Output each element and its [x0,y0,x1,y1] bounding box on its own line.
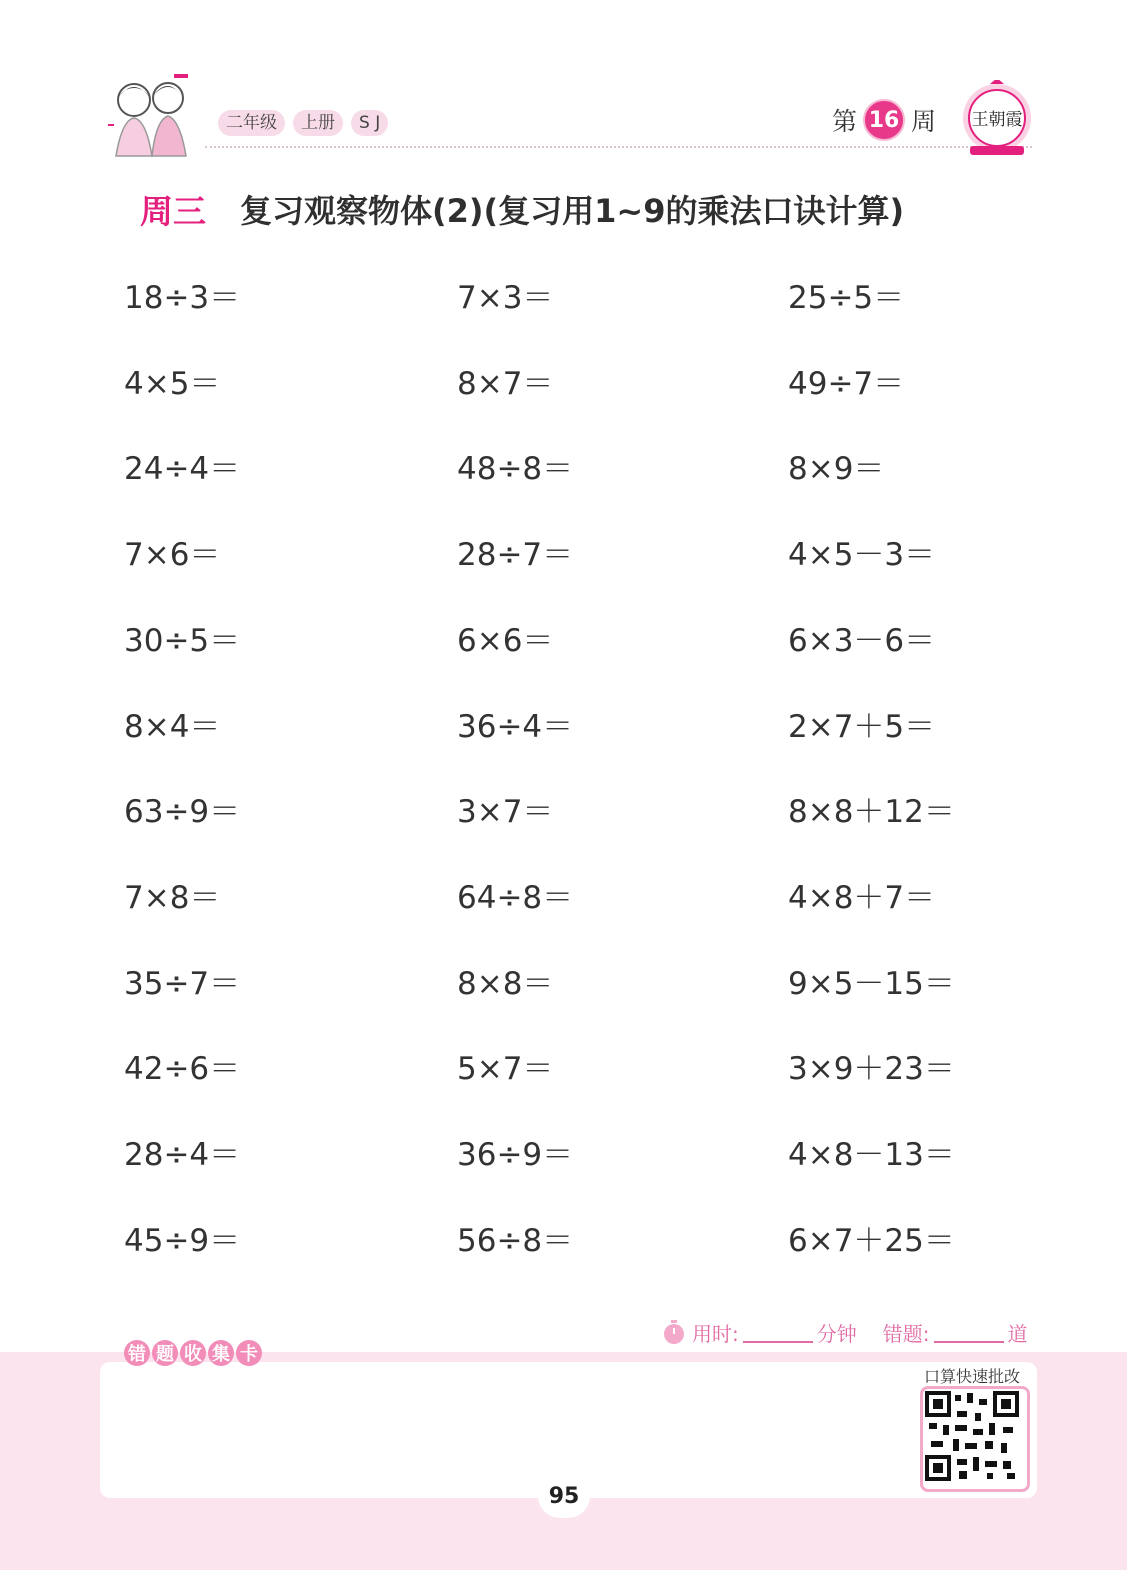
header-divider [205,146,1032,148]
math-problem: 28÷7＝ [457,537,574,573]
card-title-char: 卡 [236,1340,262,1366]
card-title-char: 错 [124,1340,150,1366]
math-problem: 56÷8＝ [457,1223,574,1259]
math-problem: 5×7＝ [457,1051,554,1087]
week-indicator [832,98,936,142]
math-problem: 7×8＝ [124,880,221,916]
math-problem: 36÷4＝ [457,709,574,745]
math-problem: 8×8＋12＝ [788,794,955,830]
qr-code-icon [923,1389,1021,1483]
math-problem: 63÷9＝ [124,794,241,830]
math-problem: 49÷7＝ [788,366,905,402]
math-problem: 45÷9＝ [124,1223,241,1259]
math-problem: 35÷7＝ [124,966,241,1002]
kids-illustration [104,70,204,158]
math-problem: 24÷4＝ [124,451,241,487]
week-suffix: 周 [911,107,937,136]
math-problem: 8×7＝ [457,366,554,402]
errors-unit: 道 [1007,1321,1028,1346]
volume-tag: 上册 [293,110,343,136]
math-problem: 42÷6＝ [124,1051,241,1087]
card-title-char: 题 [152,1340,178,1366]
week-prefix: 第 [832,107,858,136]
mistake-card-title [124,1340,262,1370]
math-problem: 25÷5＝ [788,280,905,316]
errors-label: 错题: [882,1321,930,1346]
math-problem: 48÷8＝ [457,451,574,487]
math-problem: 8×9＝ [788,451,885,487]
math-problem: 2×7＋5＝ [788,709,936,745]
stopwatch-icon [660,1318,688,1346]
grade-tag: 二年级 [218,110,285,136]
math-problem: 4×5＝ [124,366,221,402]
math-problem: 7×6＝ [124,537,221,573]
time-label: 用时: [692,1321,739,1346]
page-title [140,186,904,232]
grade-tags [218,110,388,136]
math-problem: 3×7＝ [457,794,554,830]
math-problem: 30÷5＝ [124,623,241,659]
math-problem: 6×3－6＝ [788,623,936,659]
week-number-badge: 16 [863,99,905,141]
math-problem: 8×4＝ [124,709,221,745]
title-day: 周三 [140,191,206,231]
math-problem: 8×8＝ [457,966,554,1002]
card-title-char: 集 [208,1340,234,1366]
math-problem: 64÷8＝ [457,880,574,916]
math-problem: 6×7＋25＝ [788,1223,955,1259]
time-unit: 分钟 [816,1321,857,1346]
math-problem: 4×8＋7＝ [788,880,936,916]
edition-tag: S J [351,110,388,136]
math-problem: 4×8－13＝ [788,1137,955,1173]
card-title-char: 收 [180,1340,206,1366]
qr-caption: 口算快速批改 [924,1367,1021,1386]
math-problem: 6×6＝ [457,623,554,659]
math-problem: 7×3＝ [457,280,554,316]
math-problem: 28÷4＝ [124,1137,241,1173]
math-problem: 4×5－3＝ [788,537,936,573]
page-number: 95 [538,1474,590,1518]
errors-blank[interactable] [934,1321,1004,1343]
title-topic: 复习观察物体(2)(复习用1~9的乘法口诀计算) [240,192,905,230]
math-problem: 9×5－15＝ [788,966,955,1002]
math-problem: 36÷9＝ [457,1137,574,1173]
svg-text:王朝霞: 王朝霞 [971,110,1023,130]
math-problem: 3×9＋23＝ [788,1051,955,1087]
math-problem: 18÷3＝ [124,280,241,316]
brand-seal-logo [960,80,1034,158]
qr-code[interactable] [920,1386,1030,1492]
time-blank[interactable] [743,1321,813,1343]
timing-record [660,1316,1028,1348]
